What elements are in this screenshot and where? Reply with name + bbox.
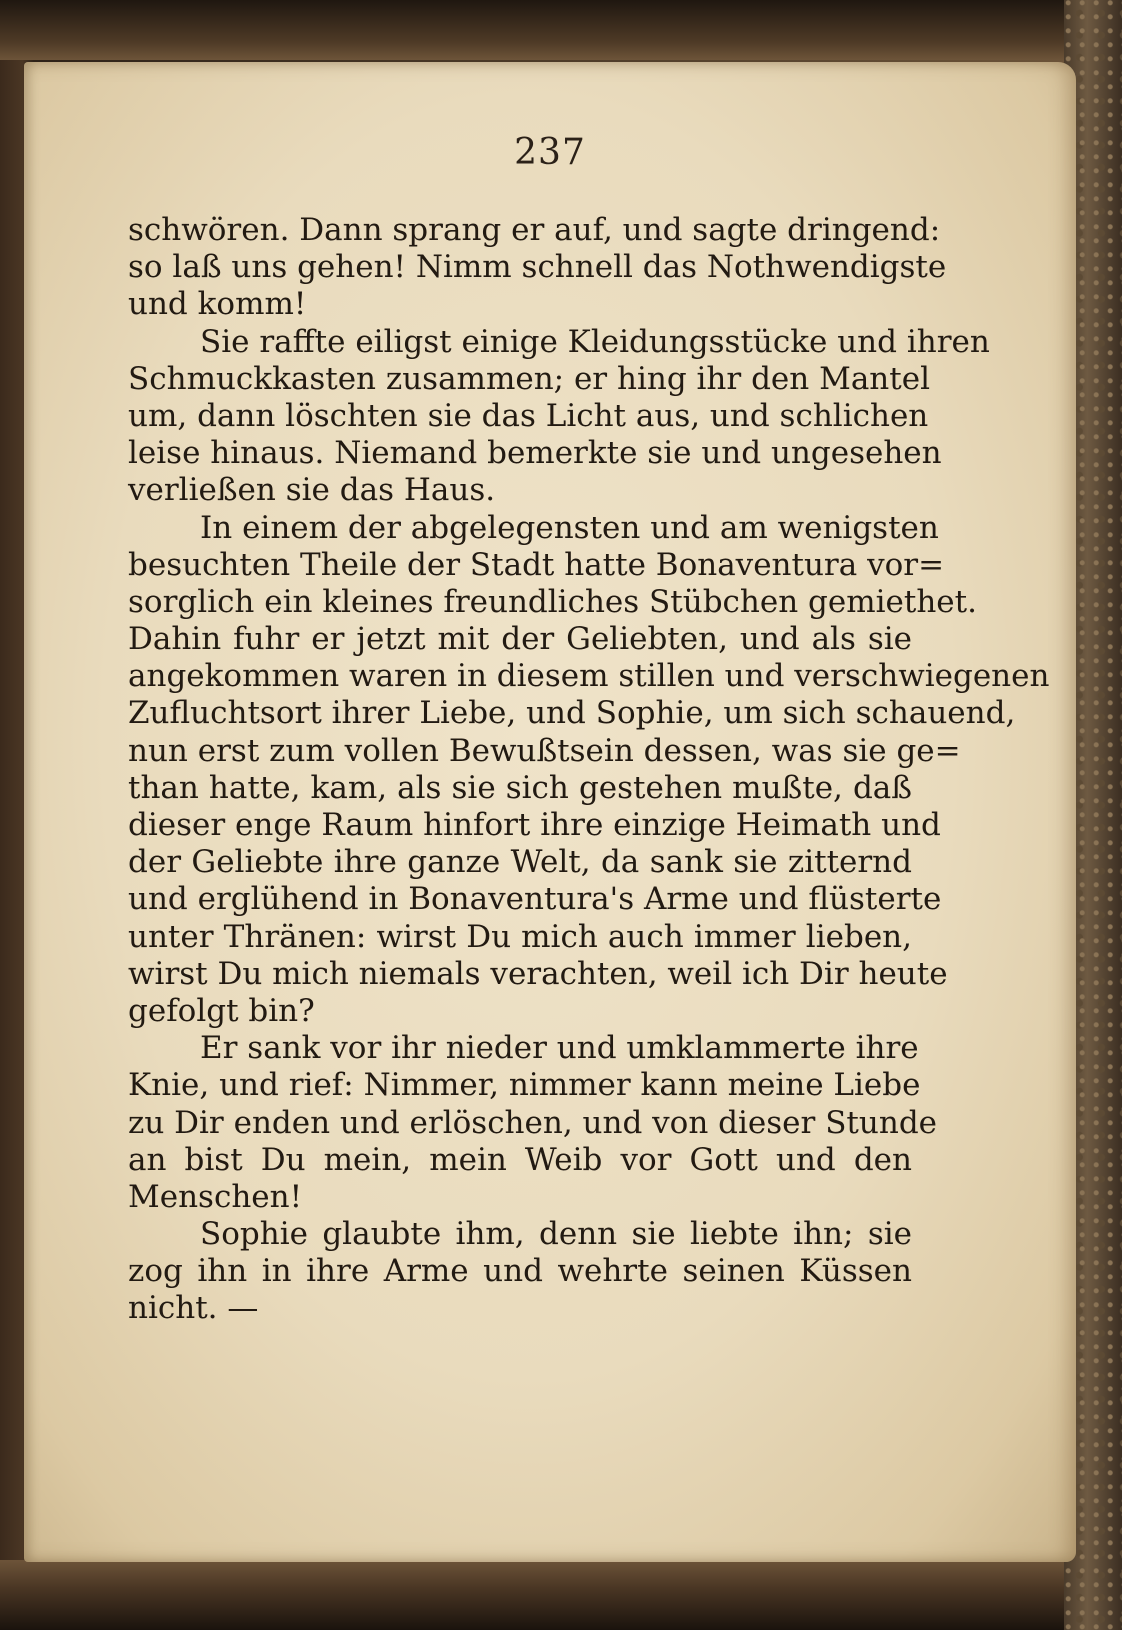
text-line: Knie, und rief: Nimmer, nimmer kann meine Liebe xyxy=(128,1067,921,1104)
page-text xyxy=(128,212,1050,1328)
text-line: zog ihn in ihre Arme und wehrte seinen Küssen xyxy=(128,1253,912,1290)
text-line: Sie raffte eiligst einige Kleidungsstücke und ihren xyxy=(200,323,990,360)
text-line: Dahin fuhr er jetzt mit der Geliebten, und als sie xyxy=(128,621,912,658)
text-line: Menschen! xyxy=(128,1178,303,1215)
text-line: an bist Du mein, mein Weib vor Gott und den xyxy=(128,1141,912,1178)
text-line: Schmuckkasten zusammen; er hing ihr den Mantel xyxy=(128,360,930,397)
page-number: 237 xyxy=(514,132,586,173)
text-line: besuchten Theile der Stadt hatte Bonaventura vor= xyxy=(128,546,945,583)
text-line: wirst Du mich niemals verachten, weil ich Dir heute xyxy=(128,955,948,992)
text-line: nun erst zum vollen Bewußtsein dessen, was sie ge= xyxy=(128,732,961,769)
text-line: angekommen waren in diesem stillen und verschwiegenen xyxy=(128,658,1050,695)
text-line: gefolgt bin? xyxy=(128,992,315,1029)
text-line: dieser enge Raum hinfort ihre einzige Heimath und xyxy=(128,807,941,843)
text-line: so laß uns gehen! Nimm schnell das Nothwendigste xyxy=(128,249,947,286)
book-page xyxy=(24,62,1076,1562)
text-line: schwören. Dann sprang er auf, und sagte dringend: xyxy=(128,212,941,248)
text-line: In einem der abgelegensten und am wenigsten xyxy=(200,509,939,546)
text-line: than hatte, kam, als sie sich gestehen mußte, daß xyxy=(128,769,912,806)
text-line: leise hinaus. Niemand bemerkte sie und ungesehen xyxy=(128,435,942,472)
text-line: Sophie glaubte ihm, denn sie liebte ihn; sie xyxy=(200,1216,912,1253)
text-line: unter Thränen: wirst Du mich auch immer lieben, xyxy=(128,918,912,955)
cover-edge-top xyxy=(0,0,1122,60)
cover-edge-bottom xyxy=(0,1560,1122,1630)
text-line: und erglühend in Bonaventura's Arme und flüsterte xyxy=(128,881,942,918)
text-line: der Geliebte ihre ganze Welt, da sank sie zitternd xyxy=(128,844,912,881)
text-line: um, dann löschten sie das Licht aus, und schlichen xyxy=(128,397,929,434)
text-line: verließen sie das Haus. xyxy=(128,472,496,509)
text-line: nicht. — xyxy=(128,1290,259,1327)
text-line: Er sank vor ihr nieder und umklammerte ihre xyxy=(200,1030,919,1067)
text-line: zu Dir enden und erlöschen, und von dieser Stunde xyxy=(128,1104,938,1141)
text-line: sorglich ein kleines freundliches Stübchen gemiethet. xyxy=(128,583,977,620)
text-line: und komm! xyxy=(128,286,307,323)
text-line: Zufluchtsort ihrer Liebe, und Sophie, um sich schauend, xyxy=(128,695,1016,732)
